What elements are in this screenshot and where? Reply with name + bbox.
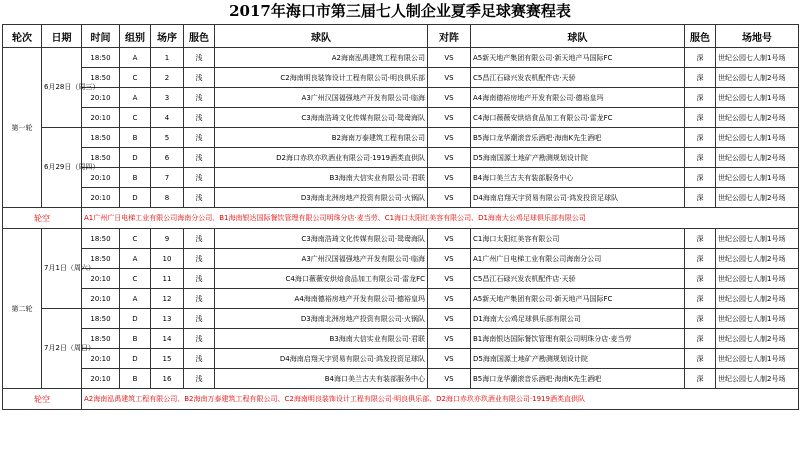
away-color: 深 [685, 48, 716, 68]
schedule-body [3, 48, 799, 410]
table-row [3, 369, 799, 389]
home-color: 浅 [184, 269, 215, 289]
away-team: A5新天地产集团有限公司·新天地产马国际FC [471, 48, 685, 68]
home-color: 浅 [184, 309, 215, 329]
match-number: 8 [151, 188, 184, 208]
venue: 世纪公园七人制2号场 [716, 249, 799, 269]
match-time: 18:50 [82, 309, 120, 329]
away-team: A1广州广日电梯工业有限公司海南分公司 [471, 249, 685, 269]
away-team: C5昌江石碌兴发农机配件店·天骄 [471, 68, 685, 88]
away-team: D1海南大公鸡足球俱乐部有限公司 [471, 309, 685, 329]
away-color: 深 [685, 249, 716, 269]
venue: 世纪公园七人制2号场 [716, 188, 799, 208]
match-time: 18:50 [82, 68, 120, 88]
away-color: 深 [685, 68, 716, 88]
table-row [3, 309, 799, 329]
match-time: 18:50 [82, 329, 120, 349]
table-row [3, 229, 799, 249]
match-time: 18:50 [82, 249, 120, 269]
match-date: 7月2日（周日） [42, 309, 82, 389]
match-time: 20:10 [82, 108, 120, 128]
vs-label: VS [428, 229, 471, 249]
match-group: D [120, 148, 151, 168]
venue: 世纪公园七人制1号场 [716, 48, 799, 68]
header-group: 组别 [120, 25, 151, 48]
away-color: 深 [685, 168, 716, 188]
table-row [3, 329, 799, 349]
vs-label: VS [428, 369, 471, 389]
match-group: B [120, 369, 151, 389]
match-time: 20:10 [82, 168, 120, 188]
round-label: 第二轮 [3, 229, 42, 389]
match-group: D [120, 188, 151, 208]
away-team: D4海南启翔天宇贸易有限公司·鸿发投资足球队 [471, 188, 685, 208]
match-group: B [120, 128, 151, 148]
home-team: C3海南浩琦文化传媒有限公司·鸳鸯海队 [215, 229, 428, 249]
vs-label: VS [428, 289, 471, 309]
away-color: 深 [685, 148, 716, 168]
match-time: 20:10 [82, 269, 120, 289]
match-number: 14 [151, 329, 184, 349]
venue: 世纪公园七人制1号场 [716, 269, 799, 289]
vs-label: VS [428, 48, 471, 68]
match-number: 13 [151, 309, 184, 329]
venue: 世纪公园七人制1号场 [716, 349, 799, 369]
vs-label: VS [428, 128, 471, 148]
table-row [3, 128, 799, 148]
header-venue: 场地号 [716, 25, 799, 48]
match-time: 18:50 [82, 48, 120, 68]
match-group: A [120, 289, 151, 309]
home-color: 浅 [184, 48, 215, 68]
away-color: 深 [685, 128, 716, 148]
home-team: A4海南德裕房地产开发有限公司·德裕皇玛 [215, 289, 428, 309]
home-team: B4海口美兰古夫有装部服务中心 [215, 369, 428, 389]
away-team: D5海南国源土地矿产勘测规划设计院 [471, 349, 685, 369]
home-team: C4海口薇薇安烘焙食品加工有限公司·雷龙FC [215, 269, 428, 289]
match-number: 15 [151, 349, 184, 369]
match-group: C [120, 68, 151, 88]
away-color: 深 [685, 309, 716, 329]
header-vs: 对阵 [428, 25, 471, 48]
home-color: 浅 [184, 128, 215, 148]
home-color: 浅 [184, 329, 215, 349]
vs-label: VS [428, 329, 471, 349]
match-number: 11 [151, 269, 184, 289]
away-team: C5昌江石碌兴发农机配件店·天骄 [471, 269, 685, 289]
match-number: 1 [151, 48, 184, 68]
venue: 世纪公园七人制1号场 [716, 88, 799, 108]
home-team: B2海南万泰建筑工程有限公司 [215, 128, 428, 148]
match-date: 6月28日（周三） [42, 48, 82, 128]
table-row [3, 108, 799, 128]
header-date: 日期 [42, 25, 82, 48]
vs-label: VS [428, 168, 471, 188]
bye-row [3, 389, 799, 410]
home-team: D3海南北洲房地产投资有限公司·火锅队 [215, 188, 428, 208]
match-group: A [120, 48, 151, 68]
home-team: B3海南大信实业有限公司·君联 [215, 329, 428, 349]
venue: 世纪公园七人制2号场 [716, 108, 799, 128]
home-color: 浅 [184, 88, 215, 108]
home-color: 浅 [184, 229, 215, 249]
vs-label: VS [428, 88, 471, 108]
vs-label: VS [428, 309, 471, 329]
away-team: B5海口龙华潮滚音乐酒吧·海南K先生酒吧 [471, 128, 685, 148]
table-row [3, 349, 799, 369]
match-number: 9 [151, 229, 184, 249]
header-match-no: 场序 [151, 25, 184, 48]
away-team: A4海南德裕房地产开发有限公司·德裕皇玛 [471, 88, 685, 108]
away-color: 深 [685, 369, 716, 389]
header-round: 轮次 [3, 25, 42, 48]
vs-label: VS [428, 68, 471, 88]
header-time: 时间 [82, 25, 120, 48]
match-number: 6 [151, 148, 184, 168]
away-color: 深 [685, 188, 716, 208]
venue: 世纪公园七人制1号场 [716, 168, 799, 188]
home-team: A2海南泓禹建筑工程有限公司 [215, 48, 428, 68]
header-team-home: 球队 [215, 25, 428, 48]
venue: 世纪公园七人制2号场 [716, 68, 799, 88]
vs-label: VS [428, 188, 471, 208]
match-time: 18:50 [82, 229, 120, 249]
match-group: D [120, 349, 151, 369]
away-team: B1海南银达国际餐饮管理有限公司明珠分店·麦当劳 [471, 329, 685, 349]
away-color: 深 [685, 349, 716, 369]
home-team: D3海南北洲房地产投资有限公司·火锅队 [215, 309, 428, 329]
match-group: B [120, 329, 151, 349]
table-row [3, 48, 799, 68]
away-color: 深 [685, 289, 716, 309]
bye-label: 轮空 [3, 389, 82, 410]
home-color: 浅 [184, 188, 215, 208]
vs-label: VS [428, 249, 471, 269]
match-group: A [120, 88, 151, 108]
page-title: 2017年海口市第三届七人制企业夏季足球赛赛程表 [229, 2, 571, 20]
match-time: 18:50 [82, 128, 120, 148]
venue: 世纪公园七人制1号场 [716, 229, 799, 249]
match-time: 20:10 [82, 88, 120, 108]
match-time: 20:10 [82, 188, 120, 208]
home-color: 浅 [184, 349, 215, 369]
home-color: 浅 [184, 168, 215, 188]
match-group: C [120, 269, 151, 289]
round-label: 第一轮 [3, 48, 42, 208]
venue: 世纪公园七人制2号场 [716, 369, 799, 389]
header-color-away: 服色 [685, 25, 716, 48]
match-number: 2 [151, 68, 184, 88]
venue: 世纪公园七人制1号场 [716, 128, 799, 148]
away-color: 深 [685, 88, 716, 108]
venue: 世纪公园七人制2号场 [716, 329, 799, 349]
home-team: B3海南大信实业有限公司·君联 [215, 168, 428, 188]
away-color: 深 [685, 229, 716, 249]
home-color: 浅 [184, 249, 215, 269]
away-team: A5新天地产集团有限公司·新天地产马国际FC [471, 289, 685, 309]
home-team: A3广州汉国福强地产开发有限公司·临海 [215, 249, 428, 269]
bye-label: 轮空 [3, 208, 82, 229]
table-row [3, 289, 799, 309]
match-group: C [120, 108, 151, 128]
vs-label: VS [428, 148, 471, 168]
match-number: 16 [151, 369, 184, 389]
bye-row [3, 208, 799, 229]
match-date: 6月29日（周四） [42, 128, 82, 208]
home-color: 浅 [184, 68, 215, 88]
match-group: C [120, 229, 151, 249]
home-team: C3海南浩琦文化传媒有限公司·鸳鸯海队 [215, 108, 428, 128]
match-group: A [120, 249, 151, 269]
home-team: A3广州汉国福强地产开发有限公司·临海 [215, 88, 428, 108]
home-color: 浅 [184, 108, 215, 128]
match-number: 10 [151, 249, 184, 269]
match-time: 20:10 [82, 369, 120, 389]
venue: 世纪公园七人制1号场 [716, 309, 799, 329]
match-number: 5 [151, 128, 184, 148]
away-color: 深 [685, 269, 716, 289]
match-number: 3 [151, 88, 184, 108]
match-number: 7 [151, 168, 184, 188]
table-row [3, 68, 799, 88]
away-team: C1海口太阳红美容有限公司 [471, 229, 685, 249]
away-team: B4海口美兰古夫有装部服务中心 [471, 168, 685, 188]
vs-label: VS [428, 269, 471, 289]
table-row [3, 249, 799, 269]
venue: 世纪公园七人制2号场 [716, 289, 799, 309]
away-color: 深 [685, 329, 716, 349]
match-time: 20:10 [82, 349, 120, 369]
away-team: C4海口薇薇安烘焙食品加工有限公司·雷龙FC [471, 108, 685, 128]
away-team: B5海口龙华潮滚音乐酒吧·海南K先生酒吧 [471, 369, 685, 389]
table-row [3, 168, 799, 188]
match-date: 7月1日（周六） [42, 229, 82, 309]
home-color: 浅 [184, 289, 215, 309]
header-team-away: 球队 [471, 25, 685, 48]
home-team: D4海南启翔天宇贸易有限公司·鸿发投资足球队 [215, 349, 428, 369]
table-row [3, 88, 799, 108]
away-color: 深 [685, 108, 716, 128]
vs-label: VS [428, 108, 471, 128]
match-number: 12 [151, 289, 184, 309]
header-color-home: 服色 [184, 25, 215, 48]
away-team: D5海南国源土地矿产勘测规划设计院 [471, 148, 685, 168]
home-team: D2海口赤玖亦玖酒业有限公司·1919酒类直供队 [215, 148, 428, 168]
match-group: D [120, 309, 151, 329]
match-group: B [120, 168, 151, 188]
match-time: 20:10 [82, 289, 120, 309]
match-number: 4 [151, 108, 184, 128]
table-row [3, 269, 799, 289]
header-row [3, 25, 799, 48]
match-time: 18:50 [82, 148, 120, 168]
vs-label: VS [428, 349, 471, 369]
venue: 世纪公园七人制2号场 [716, 148, 799, 168]
home-team: C2海南明良装饰设计工程有限公司·明良俱乐部 [215, 68, 428, 88]
table-row [3, 188, 799, 208]
home-color: 浅 [184, 148, 215, 168]
bye-teams: A1广州广日电梯工业有限公司海南分公司、B1海南银达国际餐饮管理有限公司明珠分店·麦当劳、C1海口太阳红美容有限公司、D1海南大公鸡足球俱乐部有限公司 [82, 208, 799, 229]
home-color: 浅 [184, 369, 215, 389]
schedule-table [2, 24, 799, 410]
bye-teams: A2海南泓禹建筑工程有限公司、B2海南万泰建筑工程有限公司、C2海南明良装饰设计工程有限公司·明良俱乐部、D2海口赤玖亦玖酒业有限公司·1919酒类直供队 [82, 389, 799, 410]
table-row [3, 148, 799, 168]
